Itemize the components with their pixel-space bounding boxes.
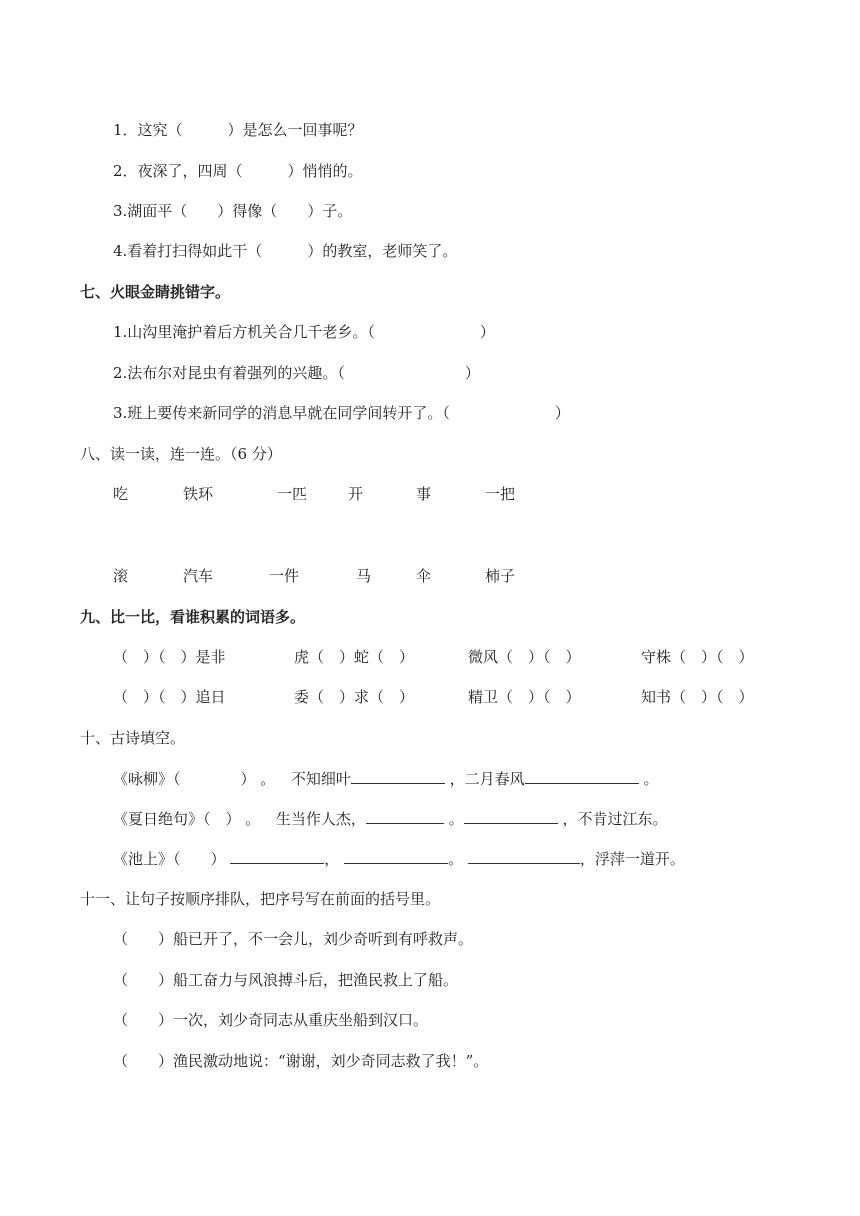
s7-item-2: 2.法布尔对昆虫有着强列的兴趣。（ ） [113, 364, 480, 382]
match-bottom-3: 一件 [269, 567, 300, 585]
poem2-blank-1[interactable] [366, 808, 444, 824]
poem3-blank-1[interactable] [230, 848, 324, 864]
s6-item-4: 4.看着打扫得如此干（ ）的教室，老师笑了。 [113, 242, 458, 260]
section11-title: 十一、让句子按顺序排队，把序号写在前面的括号里。 [80, 890, 441, 908]
match-top-4: 开 [348, 485, 364, 503]
poem2-title: 《夏日绝句》（ ） [113, 810, 241, 828]
poem2-blank-2[interactable] [464, 808, 558, 824]
section8-title: 八、读一读，连一连。（6 分） [80, 445, 282, 463]
poem3-blank-2[interactable] [344, 848, 448, 864]
poem2-a: 生当作人杰， [275, 810, 366, 828]
match-top-1: 吃 [113, 485, 129, 503]
section10-title: 十、古诗填空。 [80, 729, 186, 747]
s6-item-1: 1．这究（ ）是怎么一回事呢？ [113, 121, 363, 139]
idiom-6: 委（ ）求（ ） [294, 688, 415, 706]
idiom-5: （ ）（ ）追日 [113, 688, 226, 706]
poem-line-2 [113, 808, 667, 829]
match-top-3: 一匹 [277, 485, 308, 503]
s7-item-3: 3.班上要传来新同学的消息早就在同学间转开了。（ ） [113, 404, 570, 422]
section9-title: 九、比一比，看谁积累的词语多。 [80, 608, 306, 626]
order-item-2: （ ）船工奋力与风浪搏斗后，把渔民救上了船。 [113, 971, 459, 989]
poem1-sep: 。 [260, 770, 276, 788]
s6-item-2: 2．夜深了，四周（ ）悄悄的。 [113, 162, 363, 180]
idiom-4: 守株（ ）（ ） [641, 648, 754, 666]
poem3-b: 。 [448, 850, 464, 868]
poem-line-3 [113, 848, 685, 869]
poem2-b: 。 [448, 810, 464, 828]
order-item-3: （ ）一次，刘少奇同志从重庆坐船到汉口。 [113, 1011, 429, 1029]
poem1-blank-1[interactable] [351, 768, 445, 784]
match-top-6: 一把 [485, 485, 516, 503]
idiom-7: 精卫（ ）（ ） [468, 688, 581, 706]
poem3-title: 《池上》（ ） [113, 850, 226, 868]
match-bottom-6: 柿子 [485, 567, 516, 585]
poem1-c: 。 [643, 770, 659, 788]
match-bottom-1: 滚 [113, 567, 129, 585]
s6-item-3: 3.湖面平（ ）得像（ ）子。 [113, 202, 353, 220]
poem3-c: ，浮萍一道开。 [579, 850, 685, 868]
poem1-blank-2[interactable] [525, 768, 639, 784]
poem1-a: 不知细叶 [290, 770, 351, 788]
order-item-1: （ ）船已开了，不一会儿，刘少奇听到有呼救声。 [113, 930, 474, 948]
idiom-2: 虎（ ）蛇（ ） [294, 648, 415, 666]
poem2-c: ，不肯过江东。 [562, 810, 668, 828]
match-bottom-4: 马 [356, 567, 372, 585]
poem3-a: ， [324, 850, 340, 868]
match-top-5: 事 [416, 485, 432, 503]
order-item-4: （ ）渔民激动地说：“谢谢，刘少奇同志救了我！”。 [113, 1052, 489, 1070]
idiom-1: （ ）（ ）是非 [113, 648, 226, 666]
idiom-3: 微风（ ）（ ） [468, 648, 581, 666]
idiom-8: 知书（ ）（ ） [641, 688, 754, 706]
poem1-b: ，二月春风 [449, 770, 525, 788]
match-top-2: 铁环 [183, 485, 214, 503]
match-bottom-5: 伞 [416, 567, 432, 585]
poem2-sep: 。 [245, 810, 261, 828]
match-bottom-2: 汽车 [183, 567, 214, 585]
poem3-blank-3[interactable] [468, 848, 580, 864]
poem1-title: 《咏柳》（ ） [113, 770, 256, 788]
poem-line-1 [113, 768, 658, 789]
section7-title: 七、火眼金睛挑错字。 [80, 283, 231, 301]
s7-item-1: 1.山沟里淹护着后方机关合几千老乡。（ ） [113, 323, 495, 341]
